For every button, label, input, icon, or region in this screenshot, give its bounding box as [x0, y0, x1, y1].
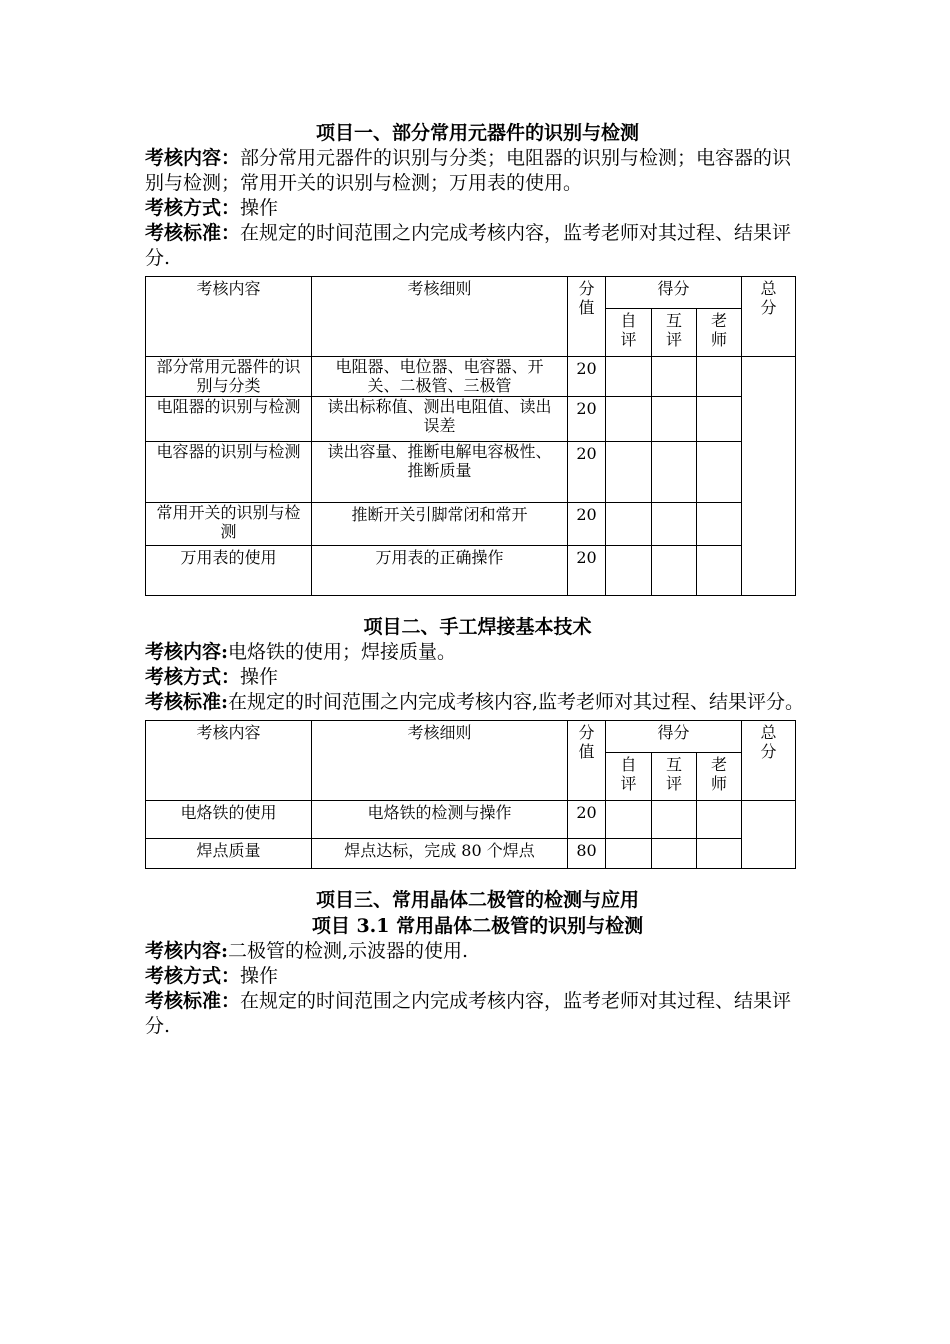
row-score: 20: [568, 801, 606, 839]
project3-content: [145, 939, 810, 964]
project2-title: 项目二、手工焊接基本技术: [363, 616, 592, 638]
row-teacher: [697, 546, 742, 596]
row-peer: [652, 503, 697, 546]
header-content: 考核内容: [146, 277, 312, 357]
content-label: 考核内容:: [145, 940, 229, 962]
method-text: 操作: [240, 965, 279, 987]
header-self: 自评: [606, 753, 652, 801]
row-detail: 焊点达标，完成 80 个焊点: [312, 839, 568, 869]
project2-method: [145, 665, 810, 690]
row-self: [606, 839, 652, 869]
row-score: 20: [568, 357, 606, 397]
project1-section: [145, 120, 810, 596]
row-item: 焊点质量: [146, 839, 312, 869]
document-page: [145, 120, 810, 1039]
row-teacher: [697, 397, 742, 442]
content-text: 二极管的检测,示波器的使用.: [228, 940, 469, 962]
table-row: [146, 546, 796, 596]
header-score: 分值: [568, 277, 606, 357]
header-teacher: 老师: [697, 753, 742, 801]
standard-label: 考核标准:: [145, 691, 229, 713]
row-item: 电烙铁的使用: [146, 801, 312, 839]
row-item: 电容器的识别与检测: [146, 442, 312, 503]
project2-content: [145, 640, 810, 665]
row-detail: 读出标称值、测出电阻值、读出误差: [312, 397, 568, 442]
header-total: 总分: [742, 721, 796, 801]
table-row: [146, 357, 796, 397]
row-detail: 电烙铁的检测与操作: [312, 801, 568, 839]
project1-method: [145, 196, 810, 221]
project2-standard: [145, 690, 810, 715]
row-teacher: [697, 357, 742, 397]
table-row: [146, 442, 796, 503]
header-content: 考核内容: [146, 721, 312, 801]
header-score: 分值: [568, 721, 606, 801]
row-teacher: [697, 442, 742, 503]
header-peer: 互评: [652, 309, 697, 357]
method-label: 考核方式：: [145, 666, 241, 688]
row-detail: 电阻器、电位器、电容器、开关、二极管、三极管: [312, 357, 568, 397]
content-label: 考核内容:: [145, 641, 229, 663]
content-text: 电烙铁的使用；焊接质量。: [228, 641, 457, 663]
row-item: 电阻器的识别与检测: [146, 397, 312, 442]
method-label: 考核方式：: [145, 965, 241, 987]
standard-text: 在规定的时间范围之内完成考核内容，监考老师对其过程、结果评分.: [145, 990, 792, 1037]
row-self: [606, 503, 652, 546]
standard-text: 在规定的时间范围之内完成考核内容,监考老师对其过程、结果评分。: [228, 691, 805, 713]
row-teacher: [697, 839, 742, 869]
row-self: [606, 801, 652, 839]
row-teacher: [697, 801, 742, 839]
method-label: 考核方式：: [145, 197, 241, 219]
standard-label: 考核标准：: [145, 222, 241, 244]
total-cell: [742, 357, 796, 596]
project2-table: [145, 720, 796, 869]
row-peer: [652, 397, 697, 442]
header-detail: 考核细则: [312, 721, 568, 801]
row-detail: 推断开关引脚常闭和常开: [312, 503, 568, 546]
project1-content: [145, 146, 810, 196]
row-peer: [652, 546, 697, 596]
table-row: [146, 839, 796, 869]
row-self: [606, 442, 652, 503]
row-self: [606, 397, 652, 442]
row-peer: [652, 839, 697, 869]
total-cell: [742, 801, 796, 869]
row-score: 20: [568, 546, 606, 596]
standard-label: 考核标准：: [145, 990, 241, 1012]
header-peer: 互评: [652, 753, 697, 801]
row-score: 80: [568, 839, 606, 869]
table-row: [146, 801, 796, 839]
row-peer: [652, 357, 697, 397]
project1-title: 项目一、部分常用元器件的识别与检测: [315, 122, 639, 144]
header-total: 总分: [742, 277, 796, 357]
header-got: 得分: [606, 277, 742, 309]
project1-table: [145, 276, 796, 596]
header-got: 得分: [606, 721, 742, 753]
content-label: 考核内容：: [145, 147, 241, 169]
row-item: 部分常用元器件的识别与分类: [146, 357, 312, 397]
row-item: 万用表的使用: [146, 546, 312, 596]
row-item: 常用开关的识别与检测: [146, 503, 312, 546]
row-teacher: [697, 503, 742, 546]
row-score: 20: [568, 442, 606, 503]
header-self: 自评: [606, 309, 652, 357]
row-detail: 万用表的正确操作: [312, 546, 568, 596]
project3-subtitle: 项目 3.1 常用晶体二极管的识别与检测: [311, 915, 644, 937]
table-row: [146, 397, 796, 442]
project3-section: [145, 887, 810, 1039]
project1-standard: [145, 221, 810, 271]
row-peer: [652, 801, 697, 839]
row-self: [606, 546, 652, 596]
project3-title: 项目三、常用晶体二极管的检测与应用: [315, 889, 639, 911]
row-score: 20: [568, 503, 606, 546]
row-self: [606, 357, 652, 397]
standard-text: 在规定的时间范围之内完成考核内容，监考老师对其过程、结果评分.: [145, 222, 792, 269]
project3-standard: [145, 989, 810, 1039]
header-detail: 考核细则: [312, 277, 568, 357]
project3-method: [145, 964, 810, 989]
method-text: 操作: [240, 666, 279, 688]
row-score: 20: [568, 397, 606, 442]
method-text: 操作: [240, 197, 279, 219]
row-detail: 读出容量、推断电解电容极性、推断质量: [312, 442, 568, 503]
table-row: [146, 503, 796, 546]
project2-section: [145, 614, 810, 869]
header-teacher: 老师: [697, 309, 742, 357]
content-text: 部分常用元器件的识别与分类；电阻器的识别与检测；电容器的识别与检测；常用开关的识别与检测；万用表的使用。: [145, 147, 792, 194]
row-peer: [652, 442, 697, 503]
